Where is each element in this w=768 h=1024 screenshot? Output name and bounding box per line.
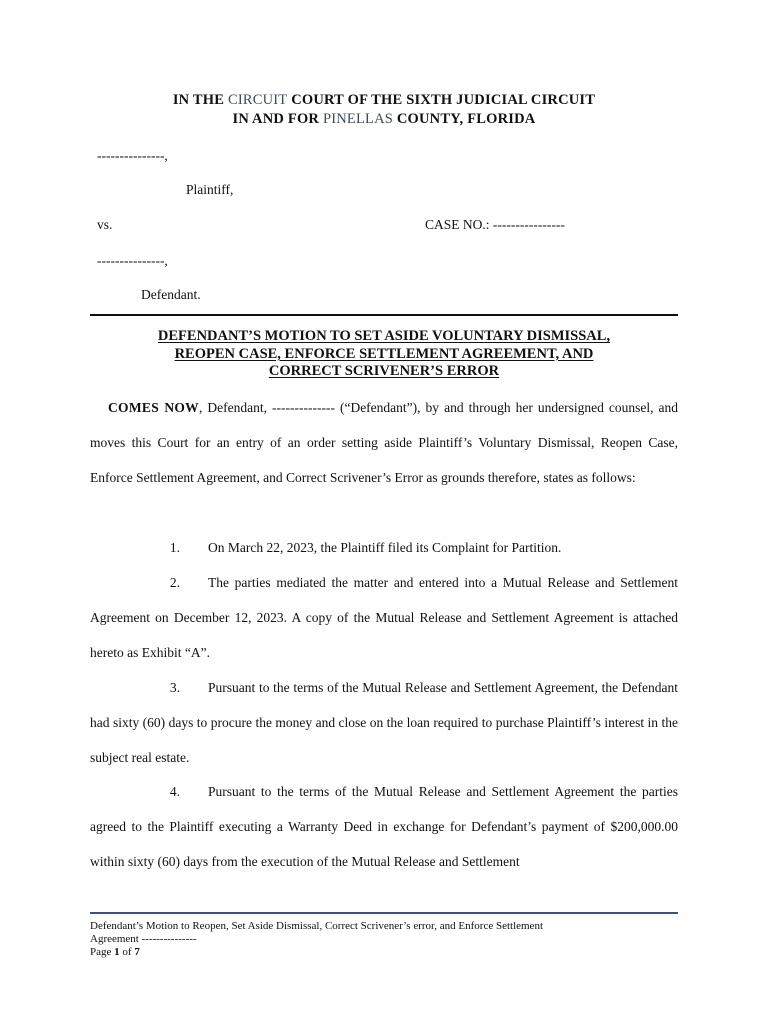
court-header-line2: IN AND FOR PINELLAS COUNTY, FLORIDA xyxy=(232,111,536,127)
defendant-label: Defendant. xyxy=(141,287,201,302)
numbered-paragraph-1: 1. On March 22, 2023, the Plaintiff filed its Complaint for Partition. xyxy=(169,540,562,555)
plaintiff-name: ---------------, xyxy=(97,148,168,163)
versus-label: vs. xyxy=(97,217,113,232)
motion-title: DEFENDANT’S MOTION TO SET ASIDE VOLUNTARY DISMISSAL, REOPEN CASE, ENFORCE SETTLEMENT AGREEMENT, AND CORRECT SCRIVENER’S ERROR xyxy=(157,328,611,379)
intro-paragraph: COMES NOW, Defendant, -------------- (“Defendant”), by and through her undersigned counsel, and moves this Court for an entry of an order setting aside Plaintiff’s Voluntary Dismissal, Reopen Case, Enforce Settlement Agreement, and Correct Scrivener’s Error as grounds therefore, states as follows: xyxy=(90,400,678,485)
court-header-line1: IN THE CIRCUIT COURT OF THE SIXTH JUDICIAL CIRCUIT xyxy=(172,92,596,108)
defendant-name: ---------------, xyxy=(97,253,168,268)
case-number: CASE NO.: ---------------- xyxy=(425,217,565,232)
circuit-highlight: CIRCUIT xyxy=(227,92,288,108)
court-header xyxy=(0,91,768,129)
numbered-paragraph-4: 4. Pursuant to the terms of the Mutual Release and Settlement Agreement the parties agreed to the Plaintiff executing a Warranty Deed in exchange for Defendant’s payment of $200,000.00 within sixty (60) days from the execution of the Mutual Release and Settlement xyxy=(90,784,678,869)
plaintiff-label: Plaintiff, xyxy=(186,182,234,197)
comes-now: COMES NOW xyxy=(108,400,199,415)
county-highlight: PINELLAS xyxy=(322,111,394,127)
numbered-paragraph-2: 2. The parties mediated the matter and entered into a Mutual Release and Settlement Agreement on December 12, 2023. A copy of the Mutual Release and Settlement Agreement is attached hereto as Exhibit “A”. xyxy=(90,575,678,660)
footer-divider xyxy=(90,912,678,914)
footer-title: Defendant’s Motion to Reopen, Set Aside Dismissal, Correct Scrivener’s error, and Enforce Settlement xyxy=(90,920,543,932)
footer-title-cont: Agreement --------------- xyxy=(90,933,197,945)
page-number: Page 1 of 7 xyxy=(90,946,140,958)
page-footer xyxy=(90,920,678,959)
numbered-paragraph-3: 3. Pursuant to the terms of the Mutual Release and Settlement Agreement, the Defendant had sixty (60) days to procure the money and close on the loan required to purchase Plaintiff’s interest in the subject real estate. xyxy=(90,680,678,765)
caption-divider xyxy=(90,314,678,316)
